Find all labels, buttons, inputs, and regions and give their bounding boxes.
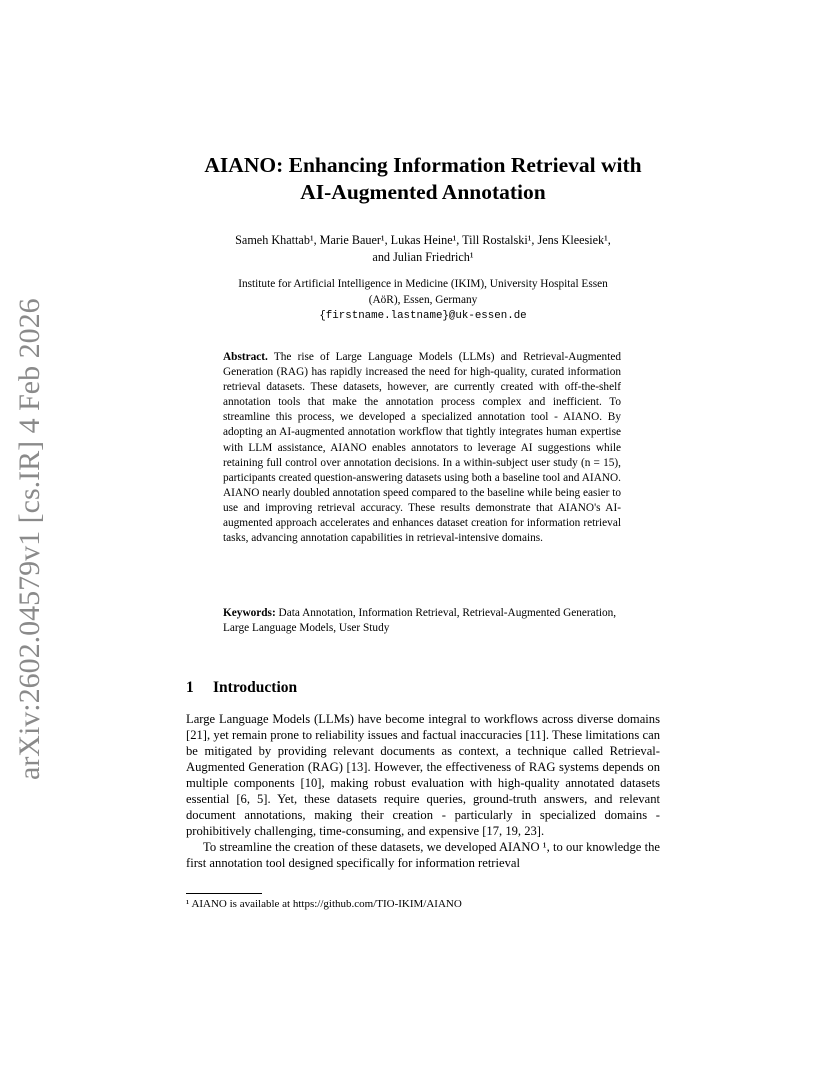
section-heading [186,679,297,697]
affiliation-line-2: (AöR), Essen, Germany [368,294,478,306]
arxiv-identifier-stamp: arXiv:2602.04579v1 [cs.IR] 4 Feb 2026 [13,298,46,780]
intro-paragraph-2: To streamline the creation of these datasets, we developed AIANO ¹, to our knowledge the first annotation tool designed specifically for information retrieval [186,840,660,870]
intro-paragraph-1: Large Language Models (LLMs) have become integral to workflows across diverse domains [21], yet remain prone to reliability issues and factual inaccuracies [11]. These limitations can be mitigated by providing relevant documents as context, a technique called Retrieval-Augmented Generation (RAG) [13]. However, the effectiveness of RAG systems depends on multiple components [10], making robust evaluation with high-quality annotated datasets essential [6, 5]. Yet, these datasets require queries, ground-truth answers, and relevant document annotations, making their creation - particularly in specialized domains - prohibitively challenging, time-consuming, and expensive [17, 19, 23]. [186,712,660,838]
affiliation-block [170,276,676,324]
section-title: Introduction [213,679,298,696]
paper-title-line-1: AIANO: Enhancing Information Retrieval with [204,153,642,177]
section-number: 1 [186,679,194,696]
affiliation-line-1: Institute for Artificial Intelligence in Medicine (IKIM), University Hospital Essen [238,278,608,290]
author-email: {firstname.lastname}@uk-essen.de [319,310,527,322]
author-list-line-1: Sameh Khattab¹, Marie Bauer¹, Lukas Heine¹, Till Rostalski¹, Jens Kleesiek¹, [235,233,611,247]
keywords-label: Keywords: [223,607,276,619]
introduction-body [186,711,660,871]
author-list-line-2: and Julian Friedrich¹ [372,250,474,264]
keywords-text: Data Annotation, Information Retrieval, Retrieval-Augmented Generation, Large Language Models, User Study [223,607,617,635]
paper-title-line-2: AI-Augmented Annotation [300,180,546,204]
abstract-label: Abstract. [223,351,268,363]
abstract-text: The rise of Large Language Models (LLMs) and Retrieval-Augmented Generation (RAG) has rapidly increased the need for high-quality, curated information retrieval datasets. These datasets, however, are currently created with off-the-shelf annotation tools that make the annotation process complex and inefficient. To streamline this process, we developed a specialized annotation tool - AIANO. By adopting an AI-augmented annotation workflow that tightly integrates human expertise with LLM assistance, AIANO enables annotators to leverage AI suggestions while retaining full control over annotation decisions. In a within-subject user study (n = 15), participants created question-answering datasets using both a baseline tool and AIANO. AIANO nearly doubled annotation speed compared to the baseline while being easier to use and improving retrieval accuracy. These results demonstrate that AIANO's AI-augmented approach accelerates and enhances dataset creation for information retrieval tasks, advancing annotation capabilities in retrieval-intensive domains. [223,351,621,545]
paper-title [150,152,696,206]
abstract [223,350,621,546]
footnote: ¹ AIANO is available at https://github.com/TIO-IKIM/AIANO [186,898,462,910]
keywords [223,606,643,636]
footnote-rule [186,893,262,894]
author-list [165,232,681,266]
